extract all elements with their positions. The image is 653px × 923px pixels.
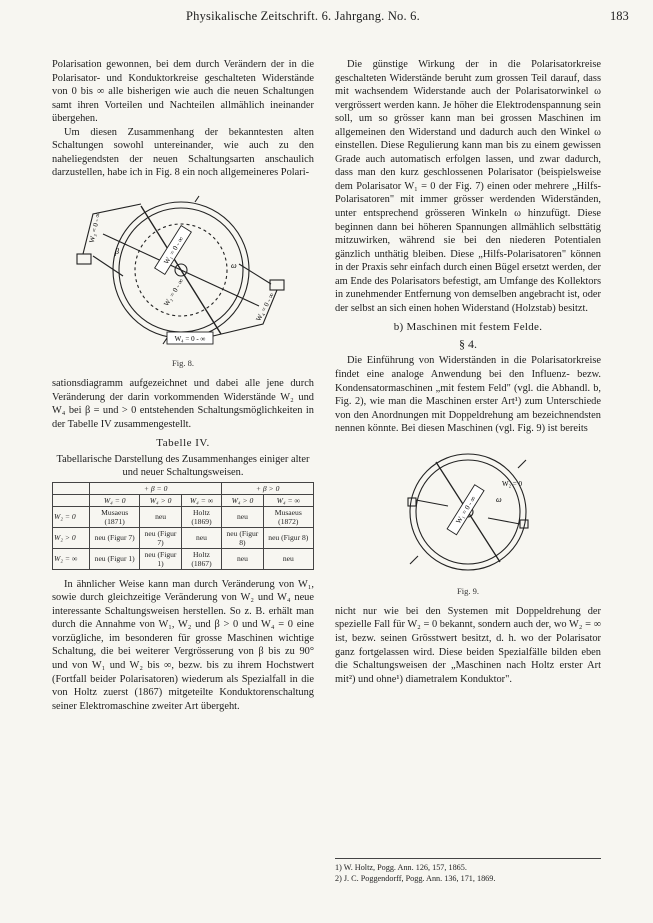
left-column <box>52 58 314 713</box>
table-col-header: W₄ > 0 <box>140 494 181 506</box>
left-paragraph-1: Polarisation gewonnen, bei dem durch Verändern der in die Polarisator- und Konduktorkreise geschalteten Widerstände von 0 bis ∞ alle bisherigen wie auch die neuen Schaltungen samt ihren Vorteilen und Nachteilen allmählich ineinander übergehen. <box>52 59 314 125</box>
table-cell: neu <box>222 548 263 569</box>
figure-8-caption: Fig. 8. <box>172 358 194 369</box>
section-header: b) Maschinen mit festem Felde. <box>393 321 543 334</box>
table-cell: Holtz (1867) <box>181 548 222 569</box>
right-paragraph-2: Die Einführung von Widerständen in die Polarisatorkreise findet eine analoge Anwendung bei den Influenz- bezw. Kondensatormaschinen „mit festem Feld" (vgl. die Abhandl. b, Fig. 2), wie man die Maschinen erster Art¹) zum Unterschiede von den Anordnungen mit Doppeldrehung am bezeichnendsten nennen könnte. Bei diesen Maschinen (vgl. Fig. 9) ist bereits <box>335 355 601 435</box>
table-title: Tabelle IV. <box>156 437 210 450</box>
table-cell: neu (Figur 7) <box>140 527 181 548</box>
footnotes <box>335 858 601 884</box>
fig8-label-beta: β <box>115 246 119 256</box>
fig8-label-w4: W₄ = 0 - ∞ <box>174 334 206 343</box>
table-row <box>53 548 314 569</box>
table-cell: neu (Figur 1) <box>90 548 140 569</box>
table-col-header: W₄ = 0 <box>90 494 140 506</box>
page-number: 183 <box>610 9 629 23</box>
table-cell: Musaeus (1871) <box>90 506 140 527</box>
fig9-label-w1: W₁ = 0 - ∞ <box>454 494 478 525</box>
table-subtitle: Tabellarische Darstellung des Zusammenhanges einiger alter und neuer Schaltungsweisen. <box>56 453 310 478</box>
right-paragraph-1: Die günstige Wirkung der in die Polarisatorkreise geschalteten Widerstände beruht zum grossen Teil darauf, dass mit wachsendem Widerstande auch der Polarisatorwinkel ω vergrössert werden kann. Je höher die Elektrodenspannung sein soll, um so grösser kann man bei grossen Maschinen im allgemeinen den Widerstand und dadurch auch den Winkel ω einstellen. Diese Regulierung kann man bis zu einem gewissen Grade auch automatisch erfolgen lassen, und zwar dadurch, dass man den kurz geschlossenen Polarisator (beispielsweise dem Polarisator W₁ = 0 der Fig. 7) einen oder mehrere „Hilfs-Polarisatoren" mit immer grösser werdenden Widerständen, unter entsprechend grösseren Winkeln ω hinzufügt. Diese beginnen dann bei höheren Spannungen allmählich selbsttätig mitzuwirken, während sie bei den niederen Potentialen gänzlich unthätig bleiben. Diese „Hilfs-Polarisatoren" können in der Praxis sehr einfach durch einen Bügel ersetzt werden, der am Ende des Polarisators befestigt, am Umfange des Kollektors in zunehmender Entfernung von demselben angebracht ist, oder der selbst an sich einen hohen Widerstand (Holzstab) besitzt. <box>335 59 601 314</box>
figure-8 <box>52 184 314 357</box>
figure-8-diagram <box>63 184 303 352</box>
table-cell: neu <box>181 527 222 548</box>
table-col-header: W₄ = ∞ <box>263 494 313 506</box>
fig8-label-w2: W₂ = 0 - ∞ <box>162 277 186 308</box>
table-cell: neu (Figur 8) <box>222 527 263 548</box>
table-corner <box>53 482 90 494</box>
left-paragraph-4: In ähnlicher Weise kann man durch Veränderung von W₁, sowie durch gleichzeitige Veränderung von W₂ und W₄ neue interessante Schaltungsweisen herstellen. So z. B. erhält man durch die Annahme von W₁, W₂ und β > 0 und W₄ = 0 eine vorzügliche, im besonderen für grosse Maschinen wichtige Schaltung, die bei weiterer Vergrösserung von β bis zu 90° und von W₁ und W₂ bis ∞, bezw. bis zu ihrem Hochstwert (Fortfall beider Polarisatoren) wiederum als Spezialfall in die von Holtz zuerst (1867) mitgeteilte Konduktorenschaltung seiner Elektromaschine zweiter Art übergeht. <box>52 578 314 712</box>
table-iv <box>52 482 314 570</box>
figure-9-diagram <box>378 440 558 580</box>
table-corner <box>53 494 90 506</box>
table-cell: neu (Figur 7) <box>90 527 140 548</box>
table-row <box>53 527 314 548</box>
left-paragraph-2: Um diesen Zusammenhang der bekanntesten alten Schaltungen sowohl untereinander, wie auch zu den naheliegendsten der neuen Schaltungsarten anschaulich darzustellen, habe ich in Fig. 8 ein noch allgemeineres Polari- <box>52 126 314 179</box>
left-paragraph-3: sationsdiagramm aufgezeichnet und dabei alle jene durch Veränderung der darin vorkommenden Widerstände W₂ und W₄ bei β = und > 0 entstehenden Schaltungsmöglichkeiten in der Tabelle IV zusammengestellt. <box>52 378 314 430</box>
journal-title: Physikalische Zeitschrift. 6. Jahrgang. No. 6. <box>186 9 420 23</box>
fig9-label-angle: ω <box>496 494 502 504</box>
table-row <box>53 506 314 527</box>
fig8-label-w4-side: W₄ = 0 - ∞ <box>254 291 277 323</box>
table-cell: neu <box>222 506 263 527</box>
table-cell: Holtz (1869) <box>181 506 222 527</box>
table-row-header: W₂ = ∞ <box>53 548 90 569</box>
table-col-header: W₄ > 0 <box>222 494 263 506</box>
table-cell: neu (Figur 8) <box>263 527 313 548</box>
table-group-header: + β = 0 <box>90 482 222 494</box>
footnote: 2) J. C. Poggendorff, Pogg. Ann. 136, 171, 1869. <box>335 874 496 883</box>
fig8-label-angle: ω <box>231 260 237 270</box>
fig8-label-w3: W₃ = 0 - ∞ <box>87 211 103 244</box>
table-group-header: + β > 0 <box>222 482 314 494</box>
table-cell: neu <box>140 506 181 527</box>
table-cell: neu (Figur 1) <box>140 548 181 569</box>
table-col-header: W₄ = ∞ <box>181 494 222 506</box>
table-cell: Musaeus (1872) <box>263 506 313 527</box>
right-paragraph-3: nicht nur wie bei den Systemen mit Doppeldrehung der spezielle Fall für W₂ = 0 bekannt, sondern auch der, wo W₂ = ∞ ist, bezw. seinen Grösstwert besitzt, d. h. wo der Polarisator ganz fortgelassen wird. Diese beiden Spezialfälle bilden eben die Schaltungsweisen der „Maschinen nach Holtz erster Art mit²) und ohne¹) diametralem Konduktor". <box>335 605 601 685</box>
table-row-header: W₂ = 0 <box>53 506 90 527</box>
section-number: § 4. <box>459 336 477 351</box>
running-header <box>0 9 653 29</box>
table-cell: neu <box>263 548 313 569</box>
figure-9-caption: Fig. 9. <box>457 586 479 597</box>
footnote: 1) W. Holtz, Pogg. Ann. 126, 157, 1865. <box>335 863 467 872</box>
figure-9 <box>335 440 601 585</box>
fig8-label-w1: W₁ = 0 - ∞ <box>162 235 186 266</box>
table-row-header: W₂ > 0 <box>53 527 90 548</box>
right-column <box>335 58 601 686</box>
fig9-label-w2: W₂ = 0 <box>502 479 522 488</box>
